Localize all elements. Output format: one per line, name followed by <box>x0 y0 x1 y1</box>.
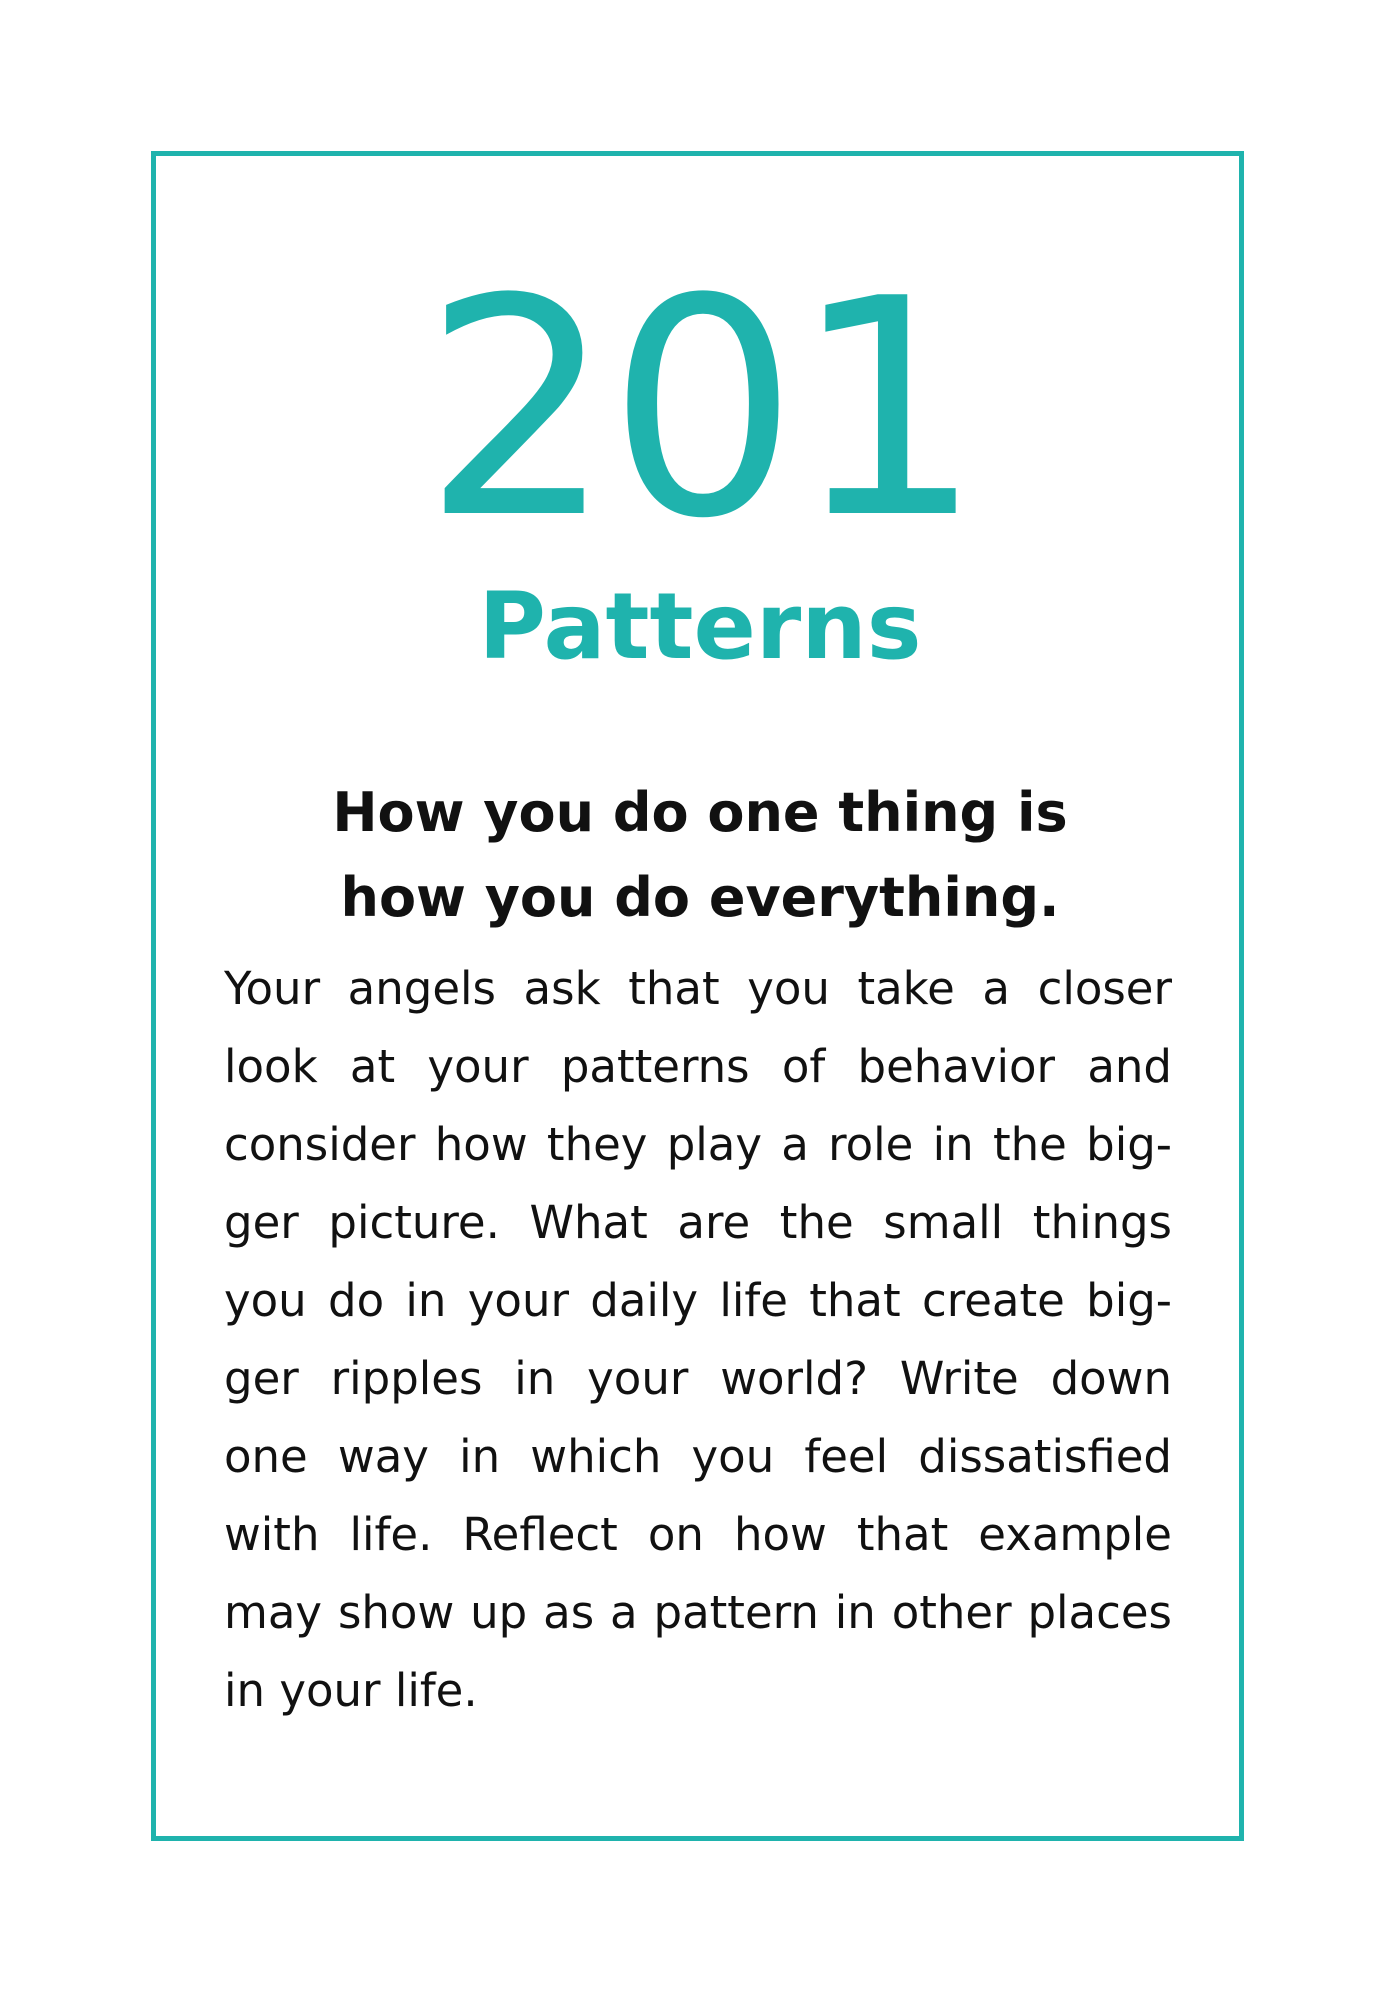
card-subtitle <box>0 770 1400 940</box>
body-line: you do in your daily life that create big- <box>224 1274 1172 1327</box>
body-line: consider how they play a role in the big- <box>224 1118 1172 1171</box>
body-line: one way in which you feel dissatisfied <box>224 1430 1172 1483</box>
body-line: with life. Reflect on how that example <box>224 1508 1172 1561</box>
subtitle-line: how you do everything. <box>340 866 1060 929</box>
body-line: look at your patterns of behavior and <box>224 1040 1172 1093</box>
body-line: Your angels ask that you take a closer <box>224 962 1172 1015</box>
body-line: may show up as a pattern in other places <box>224 1586 1172 1639</box>
card-number: 201 <box>422 235 978 584</box>
card-body <box>224 950 1172 1730</box>
subtitle-line: How you do one thing is <box>332 781 1068 844</box>
body-line: ger picture. What are the small things <box>224 1196 1172 1249</box>
card-title: Patterns <box>478 573 922 680</box>
body-line: in your life. <box>224 1664 478 1717</box>
body-line: ger ripples in your world? Write down <box>224 1352 1172 1405</box>
